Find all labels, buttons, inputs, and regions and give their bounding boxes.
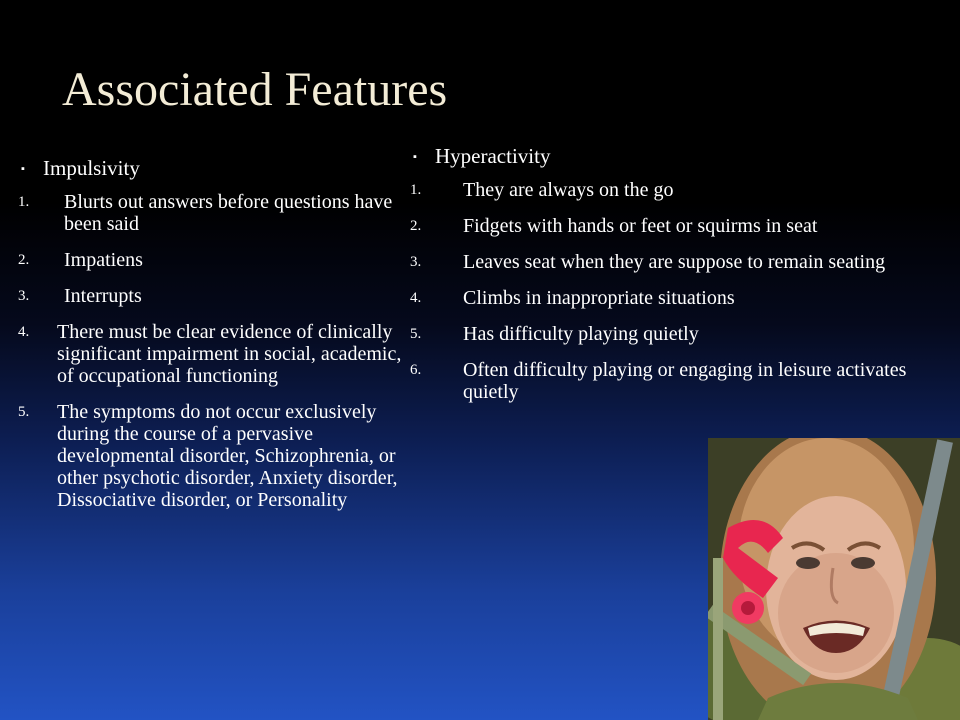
list-item-number: 3. <box>410 254 422 270</box>
list-item-text: Fidgets with hands or feet or squirms in seat <box>463 215 818 237</box>
hyperactivity-column <box>410 144 955 417</box>
list-item-text: Has difficulty playing quietly <box>463 323 699 345</box>
impulsivity-heading <box>18 156 403 181</box>
list-item-text: Climbs in inappropriate situations <box>463 287 735 309</box>
list-item <box>18 191 403 235</box>
list-item <box>410 179 955 201</box>
list-item-number: 2. <box>410 218 422 234</box>
hyperactivity-heading <box>410 144 955 169</box>
list-item-text: Often difficulty playing or engaging in leisure activates quietly <box>463 359 907 403</box>
hyperactivity-list <box>410 179 955 403</box>
square-bullet-icon: ▪ <box>413 150 417 163</box>
list-item <box>410 287 955 309</box>
child-photo-illustration <box>708 438 960 720</box>
list-item-number: 5. <box>410 326 422 342</box>
list-item-text: The symptoms do not occur exclusively during the course of a pervasive developmental disorder, Schizophrenia, or other psychotic disorder, Anxiety disorder, Dissociative disorder, or Personality <box>57 401 398 511</box>
list-item-number: 2. <box>18 252 30 268</box>
list-item-number: 1. <box>18 194 30 210</box>
list-item-number: 3. <box>18 288 30 304</box>
list-item <box>18 321 403 387</box>
list-item <box>410 251 955 273</box>
slide-title: Associated Features <box>62 63 448 116</box>
list-item <box>18 401 403 511</box>
impulsivity-column <box>18 156 403 525</box>
list-item-text: Leaves seat when they are suppose to remain seating <box>463 251 886 273</box>
list-item <box>410 215 955 237</box>
list-item-number: 4. <box>18 324 30 340</box>
list-item-number: 6. <box>410 362 422 378</box>
list-item-number: 4. <box>410 290 422 306</box>
list-item <box>18 249 403 271</box>
list-item-text: Blurts out answers before questions have been said <box>64 191 393 235</box>
hyperactivity-heading-label: Hyperactivity <box>435 144 551 168</box>
list-item-text: They are always on the go <box>463 179 674 201</box>
list-item-text: Interrupts <box>64 285 142 307</box>
list-item-number: 5. <box>18 404 30 420</box>
list-item-text: Impatiens <box>64 249 143 271</box>
impulsivity-list <box>18 191 403 511</box>
list-item-text: There must be clear evidence of clinically significant impairment in social, academic, of occupational functioning <box>57 321 402 387</box>
list-item <box>18 285 403 307</box>
list-item <box>410 359 955 403</box>
list-item <box>410 323 955 345</box>
square-bullet-icon: ▪ <box>21 162 25 175</box>
list-item-number: 1. <box>410 182 422 198</box>
child-photo <box>708 438 960 720</box>
impulsivity-heading-label: Impulsivity <box>43 156 140 180</box>
